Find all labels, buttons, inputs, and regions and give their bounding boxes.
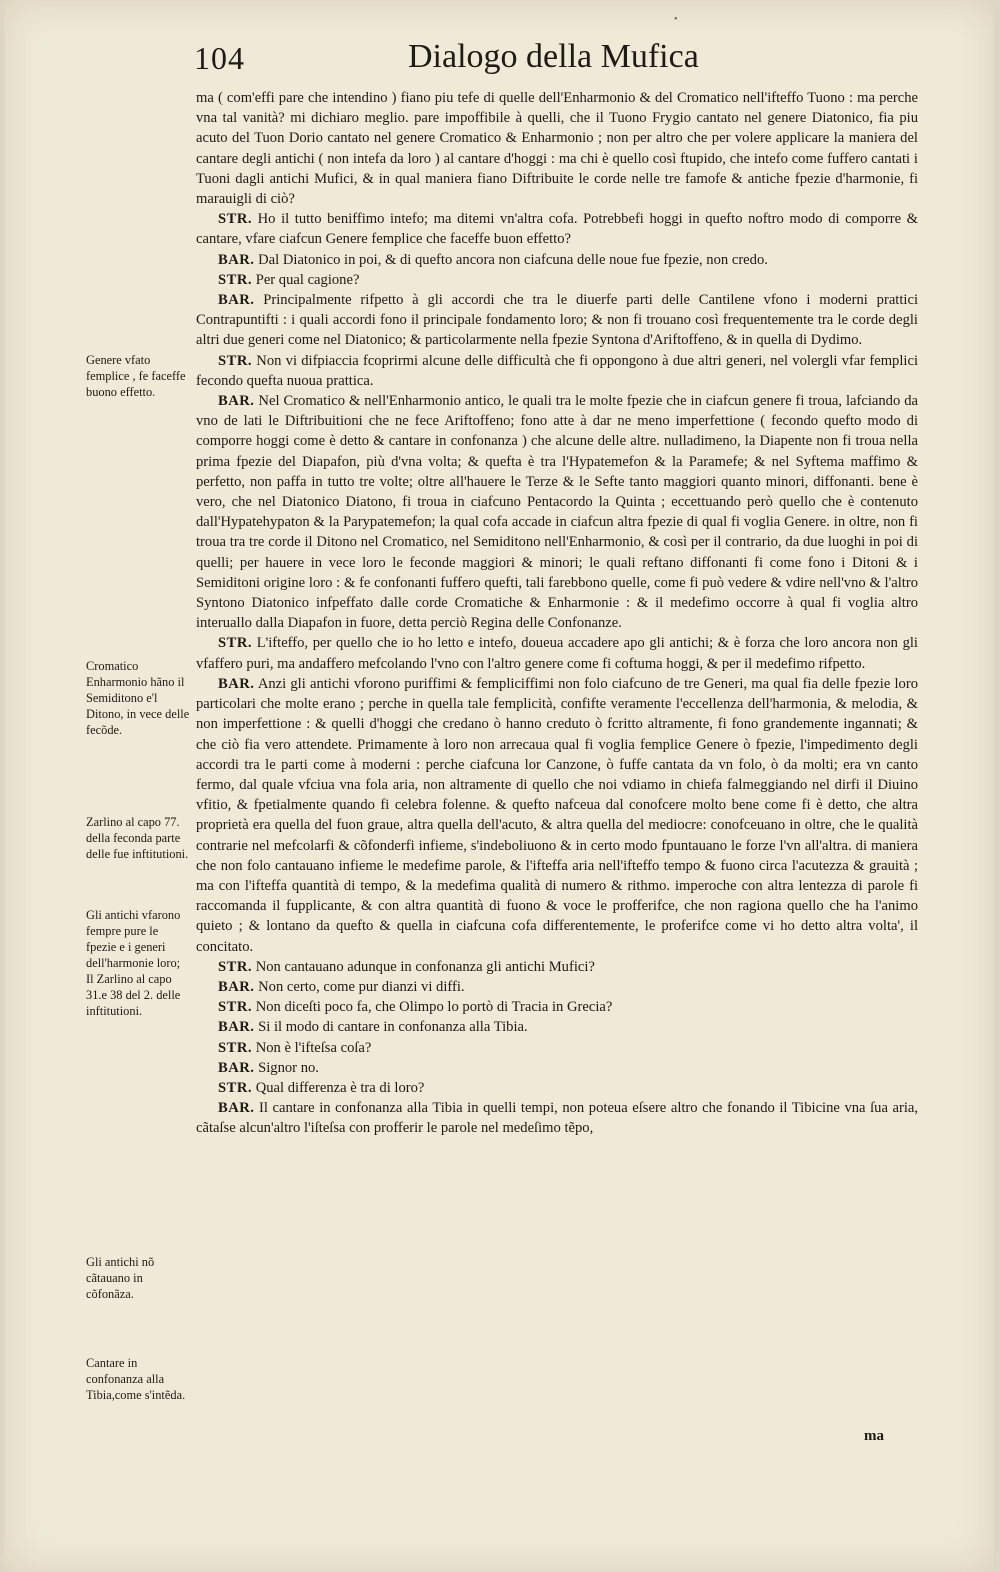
- speaker-label: STR.: [218, 352, 253, 369]
- speaker-label: BAR.: [218, 675, 255, 692]
- speaker-label: BAR.: [218, 251, 255, 268]
- paragraph-text: Non cantauano adunque in confonanza gli antichi Mufici?: [255, 958, 595, 975]
- paragraph-text: Principalmente rifpetto à gli accordi che tra le diuerfe parti delle Cantilene vfono i moderni prattici Contrapuntifti : i quali accordi fono il principale fondamento loro; & non fi trouano così frequentemente tra le corde degli altri due generi come nel Diatonico; & particolarmente nella fpezie Syntona d'Ariftoffeno, & in quella di Dydimo.: [196, 292, 918, 349]
- paragraph-text: Non diceſti poco fa, che Olimpo lo portò di Tracia in Grecia?: [255, 999, 613, 1016]
- paragraph: [196, 1017, 918, 1037]
- paragraph-text: Il cantare in confonanza alla Tibia in quelli tempi, non poteua eſsere altro che fonando il Tibicine vna ſua aria, cãtaſse alcun'altro l'iſteſsa con profferir le parole nel medeſimo tẽpo,: [196, 1100, 918, 1137]
- paragraph: [196, 1078, 918, 1098]
- speaker-label: STR.: [218, 1079, 253, 1096]
- paragraph: [196, 351, 918, 391]
- dialogue-text: [196, 88, 918, 1139]
- paragraph: [196, 290, 918, 351]
- speaker-label: BAR.: [218, 1019, 255, 1036]
- margin-note: Genere vfato femplice , fe faceffe buono effetto.: [86, 353, 186, 399]
- paragraph: [196, 1098, 918, 1138]
- paragraph-text: Non vi difpiaccia fcoprirmi alcune delle difficultà che fi oppongono à due altri generi, nel volergli vfar femplici fecondo quefta nuoua prattica.: [196, 352, 918, 389]
- paragraph: [196, 209, 918, 249]
- paragraph: [196, 957, 918, 977]
- paragraph: [196, 977, 918, 997]
- paragraph: [196, 88, 918, 209]
- speaker-label: BAR.: [218, 1059, 255, 1076]
- margin-note: Cantare in confonanza alla Tibia,come s'intẽda.: [86, 1356, 186, 1402]
- catchword: ma: [864, 1428, 884, 1444]
- speaker-label: STR.: [218, 958, 253, 975]
- paragraph: [196, 633, 918, 673]
- paragraph: [196, 391, 918, 633]
- speaker-label: BAR.: [218, 393, 255, 410]
- speaker-label: STR.: [218, 271, 253, 288]
- paragraph: [196, 1038, 918, 1058]
- speaker-label: BAR.: [218, 978, 255, 995]
- speaker-label: BAR.: [218, 1100, 255, 1117]
- paragraph: [196, 270, 918, 290]
- page-speck: •: [674, 14, 678, 25]
- paragraph-text: ma ( com'effi pare che intendino ) fiano piu tefe di quelle dell'Enharmonio & del Cromatico nell'ifteffo Tuono : ma perche vna tal vanità? mi dichiaro meglio. pare impoffibile à quelli, che il Tuono Frygio cantato nel genere Diatonico, fia piu acuto del Tuon Dorio cantato nel genere Cromatico & Enharmonio ; non per altro che per volere applicare la maniera del cantare degli antichi ( non intefa da loro ) al cantare d'hoggi : ma chi è quello così ftupido, che intefo come fuffero cantati i Tuoni dagli antichi Mufici, & in qual maniera fiano Diftribuite le corde nelle tre famofe & antiche fpezie d'harmonie, fi marauigli di ciò?: [196, 90, 918, 208]
- margin-note: Gli antichi vfarono fempre pure le fpezie e i generi dell'harmonie loro; Il Zarlino al capo 31.e 38 del 2. delle inftitutioni.: [86, 908, 181, 1018]
- paragraph-text: Dal Diatonico in poi, & di quefto ancora non ciafcuna delle noue fue fpezie, non credo.: [258, 251, 768, 268]
- paragraph-text: Per qual cagione?: [255, 271, 360, 288]
- page-number: 104: [194, 40, 245, 76]
- paragraph-text: Si il modo di cantare in confonanza alla Tibia.: [258, 1019, 528, 1036]
- margin-note: Gli antichi nõ cãtauano in cõfonãza.: [86, 1255, 155, 1301]
- speaker-label: STR.: [218, 1039, 253, 1056]
- paragraph-text: Non è l'ifteſsa coſa?: [255, 1039, 372, 1056]
- paragraph-text: Signor no.: [258, 1059, 319, 1076]
- margin-note: Zarlino al capo 77. della feconda parte delle fue inftitutioni.: [86, 815, 189, 861]
- paragraph: [196, 1058, 918, 1078]
- paragraph-text: Qual differenza è tra di loro?: [255, 1079, 425, 1096]
- speaker-label: STR.: [218, 999, 253, 1016]
- paragraph-text: Ho il tutto beniffimo intefo; ma ditemi vn'altra cofa. Potrebbefi hoggi in quefto noftro modo di comporre & cantare, vfare ciafcun Genere femplice che faceffe buon effetto?: [196, 211, 918, 248]
- paragraph: [196, 674, 918, 957]
- speaker-label: STR.: [218, 211, 253, 228]
- paragraph-text: Anzi gli antichi vforono puriffimi & fempliciffimi non folo ciafcuno de tre Generi, ma qual fia delle fpezie loro particolari che molte erano ; perche in quella tale femplicità, confifte veramente l'eccellenza dell'harmonia, & melodia, & non imperfettione : & quelli d'hoggi che credano ò hanno creduto ò fcritto altramente, fi fono grandemente ingannati; & che ciò fia vero attendete. Primamente à loro non arrecaua qual fi voglia femplice Genere ò fpezie, l'impedimento degli accordi tra le parti come à moderni : perche ciafcuna lor Canzone, ò fuffe cantata da vn folo, ò da molti; era vn canto fermo, dal quale vfciua vna fola aria, non altramente di quello che noi vdiamo in chiefa falmeggiando nel dirfi il Diuino vfitio, & fpetialmente quando fi celebra folenne. & quefto nafceua dal conofcere molto bene come fi è detto, che altra proprietà era quella del fuon graue, altra quella dell'acuto, & altra quella del mediocre: conofceuano in oltre, che le qualità contrarie nel mefcolarfi & cõfonderfi infieme, s'indeboliuono & in certo modo fpuntauano le forze l'vn all'altra. di maniera che non folo cantauano infieme le medefime parole, & l'ifteffa aria nell'ifteffo tempo & fuono circa l'acutezza & grauità ; ma con l'ifteffa quantità di tempo, & la medefima qualità di numero & rithmo. imperoche con altra lentezza di parole fi raccomanda il fupplicante, & con altra quantità di fuono & voce le profferifce, che non ragiona quello che ha l'animo quieto ; & lontano da quefto & quella in ciafcuna cofa differentemente, le proferifce come vi ho detto altra volta', il concitato.: [196, 675, 918, 955]
- running-title: Dialogo della Mufica: [408, 38, 699, 75]
- paragraph: [196, 250, 918, 270]
- book-page: [4, 0, 994, 1572]
- speaker-label: BAR.: [218, 292, 255, 309]
- paragraph-text: L'ifteffo, per quello che io ho letto e intefo, doueua accadere apo gli antichi; & è forza che loro ancora non gli vfaffero puri, ma andaffero mefcolando l'vno con l'altro genere come fi coftuma hoggi, & per il medefimo rifpetto.: [196, 635, 918, 672]
- paragraph-text: Nel Cromatico & nell'Enharmonio antico, le quali tra le molte fpezie che in ciafcun genere fi troua, lafciando da vno de lati le Diftribuitioni che ne fece Ariftoffeno; fono atte à dar ne meno imperfettione ( fecondo quefto modo di comporre hoggi come è detto & cantare in confonanza ) che alcune delle altre. nulladimeno, la Diapente non fi troua nella prima fpezie del Diapafon, più d'vna volta; & quefta è tra l'Hypatemefon & la Paramefe; & nel Syftema maffimo & perfetto, non paffa in tutto tre volte; oltre all'hauere le Terze & le Sefte tanto maggiori quanto minori, diffonanti. bene è vero, che nel Diatonico Diatono, fi troua in ciafcuno Pentacordo la Quinta ; eccettuando però quello che è contenuto dall'Hypatehypaton & la Parypatemefon; la qual cofa accade in ciafcun altra fpezie di qual fi voglia Genere. in oltre, non fi troua tra tre corde il Ditono nel Cromatico, nel Semiditono nell'Enharmonio, & così per il contrario, da due luoghi in poi di quelli; per hauere in vece loro le feconde maggiori & minori; le quali reftano diffonanti fi come fono i Ditoni & i Semiditoni origine loro : & fe confonanti fuffero quefti, tali farebbono quelle, come fi può vedere & vdire nell'vno & l'altro Syntono Diatonico infpeffato dalle corde Cromatiche & Enharmonie : & il medefimo occorre à qual fi voglia altro interuallo dalla Diapafon in fuore, detta perciò Regina delle Confonanze.: [196, 393, 918, 632]
- paragraph: [196, 997, 918, 1017]
- paragraph-text: Non certo, come pur dianzi vi diffi.: [258, 978, 465, 995]
- margin-note: Cromatico Enharmonio hãno il Semiditono e'l Ditono, in vece delle fecõde.: [86, 659, 190, 737]
- speaker-label: STR.: [218, 635, 253, 652]
